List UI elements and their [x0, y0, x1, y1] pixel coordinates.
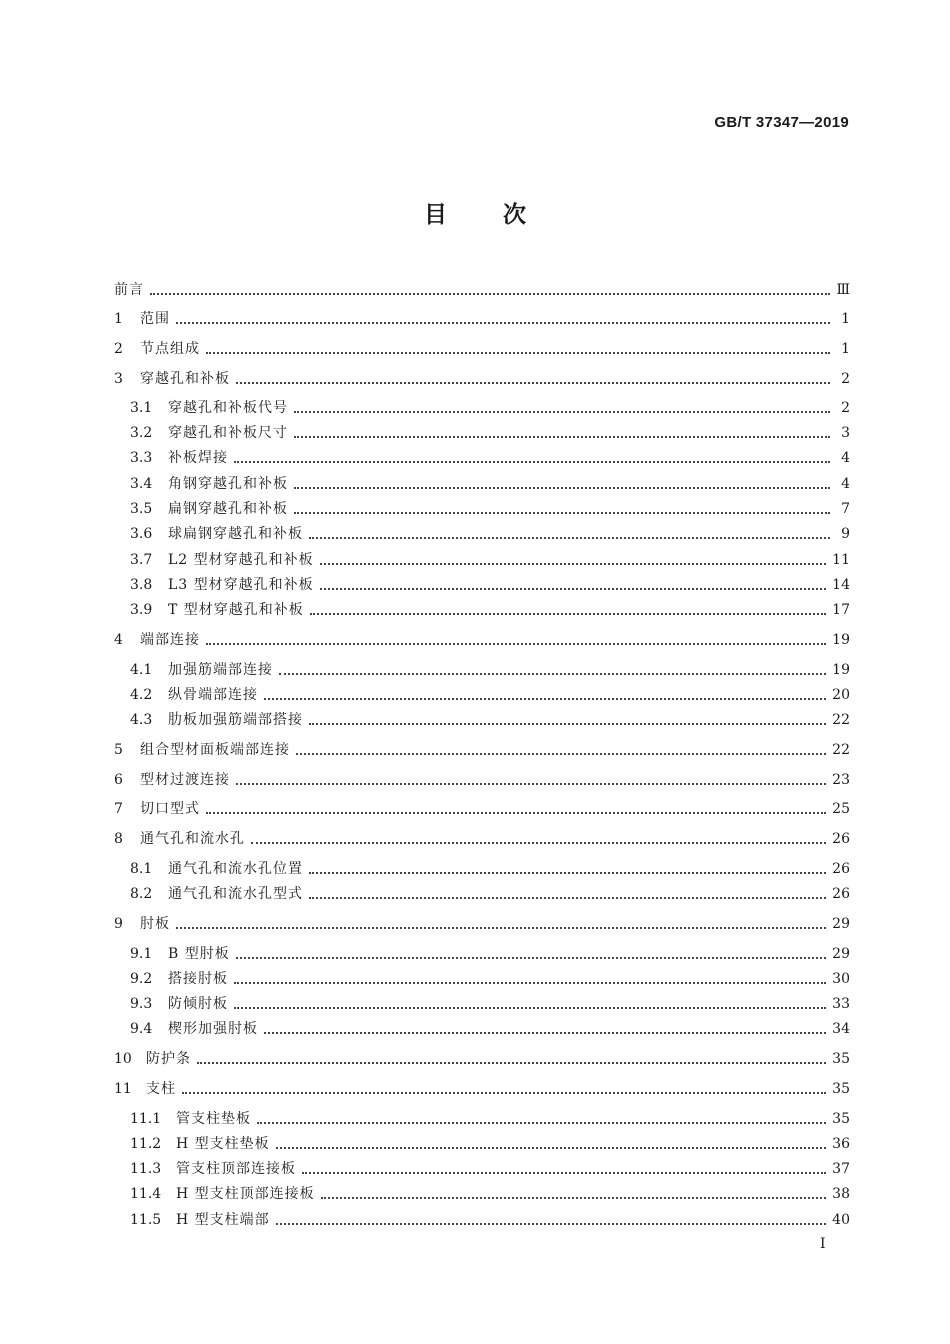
toc-dot-leader: [197, 1047, 826, 1071]
toc-dot-leader: [320, 573, 827, 597]
toc-entry-number: 4.2: [130, 687, 153, 703]
toc-dot-leader: [236, 367, 830, 391]
toc-entry[interactable]: [130, 421, 850, 445]
toc-dot-leader: [176, 307, 830, 331]
toc-entry-number: 6: [114, 772, 123, 788]
toc-entry-number: 4.3: [130, 712, 153, 728]
toc-entry-number: 11.2: [130, 1136, 162, 1152]
toc-entry-label: 球扁钢穿越孔和补板: [168, 526, 303, 542]
toc-dot-leader: [257, 1107, 826, 1131]
standard-code: GB/T 37347—2019: [714, 114, 849, 131]
toc-dot-leader: [276, 1208, 827, 1232]
toc-entry[interactable]: [130, 548, 850, 572]
toc-entry[interactable]: [114, 307, 850, 331]
toc-entry-page: 26: [832, 886, 850, 902]
toc-entry[interactable]: [130, 1157, 850, 1181]
toc-entry[interactable]: [114, 628, 850, 652]
toc-dot-leader: [236, 942, 826, 966]
toc-dot-leader: [294, 497, 830, 521]
toc-entry-page: 38: [832, 1186, 850, 1202]
toc-entry-page: 2: [841, 400, 850, 416]
toc-entry-label: 楔形加强肘板: [168, 1021, 258, 1037]
toc-entry-label: B 型肘板: [168, 946, 230, 962]
toc-entry-page: 35: [832, 1081, 850, 1097]
toc-dot-leader: [234, 446, 830, 470]
toc-entry[interactable]: [130, 1208, 850, 1232]
toc-entry-number: 3.1: [130, 400, 153, 416]
toc-entry-page: 34: [832, 1021, 850, 1037]
toc-entry-number: 9: [114, 916, 123, 932]
toc-entry-number: 11.4: [130, 1186, 162, 1202]
toc-entry-number: 7: [114, 801, 123, 817]
toc-entry-page: 26: [832, 861, 850, 877]
toc-dot-leader: [264, 683, 826, 707]
toc-dot-leader: [206, 797, 826, 821]
toc-entry-page: 2: [841, 371, 850, 387]
toc-entry-page: 14: [832, 577, 850, 593]
toc-entry-page: 37: [832, 1161, 850, 1177]
toc-entry-label: 补板焊接: [168, 450, 228, 466]
toc-entry-number: 9.4: [130, 1021, 153, 1037]
toc-entry-page: 29: [832, 916, 850, 932]
toc-entry[interactable]: [130, 967, 850, 991]
toc-entry[interactable]: [130, 942, 850, 966]
toc-entry-label: 前言: [114, 282, 144, 298]
toc-entry[interactable]: [130, 522, 850, 546]
toc-entry[interactable]: [130, 446, 850, 470]
toc-entry-label: 穿越孔和补板尺寸: [168, 425, 288, 441]
toc-entry-page: 29: [832, 946, 850, 962]
toc-entry-label: 通气孔和流水孔型式: [168, 886, 303, 902]
toc-entry-number: 3.6: [130, 526, 153, 542]
toc-entry-number: 3.2: [130, 425, 153, 441]
toc-entry-label: 组合型材面板端部连接: [140, 742, 290, 758]
toc-entry[interactable]: [114, 797, 850, 821]
toc-entry-label: 范围: [140, 311, 170, 327]
toc-entry-label: H 型支柱垫板: [176, 1136, 270, 1152]
toc-entry-label: T 型材穿越孔和补板: [168, 602, 304, 618]
toc-entry-number: 8: [114, 831, 123, 847]
toc-entry[interactable]: [130, 992, 850, 1016]
toc-dot-leader: [279, 658, 826, 682]
toc-entry-number: 5: [114, 742, 123, 758]
toc-entry-label: 纵骨端部连接: [168, 687, 258, 703]
toc-entry[interactable]: [130, 497, 850, 521]
toc-entry-number: 3.8: [130, 577, 153, 593]
toc-entry-page: 33: [832, 996, 850, 1012]
toc-entry-label: 加强筋端部连接: [168, 662, 273, 678]
toc-entry-label: 防倾肘板: [168, 996, 228, 1012]
toc-entry-label: 防护条: [146, 1051, 191, 1067]
toc-entry-number: 1: [114, 311, 123, 327]
toc-entry[interactable]: [114, 367, 850, 391]
toc-entry[interactable]: [130, 658, 850, 682]
toc-entry-page: 36: [832, 1136, 850, 1152]
toc-dot-leader: [182, 1077, 826, 1101]
toc-entry[interactable]: [114, 827, 850, 851]
toc-entry[interactable]: [114, 1077, 850, 1101]
toc-dot-leader: [294, 472, 830, 496]
toc-entry-page: Ⅲ: [836, 282, 850, 298]
toc-entry-page: 20: [832, 687, 850, 703]
toc-dot-leader: [294, 396, 830, 420]
toc-dot-leader: [276, 1132, 827, 1156]
toc-entry[interactable]: [130, 1132, 850, 1156]
toc-entry[interactable]: [130, 598, 850, 622]
toc-entry-number: 3.9: [130, 602, 153, 618]
toc-entry-label: 通气孔和流水孔位置: [168, 861, 303, 877]
toc-entry-number: 11: [114, 1081, 132, 1097]
toc-entry[interactable]: [130, 1107, 850, 1131]
toc-entry-label: L2 型材穿越孔和补板: [168, 552, 314, 568]
toc-dot-leader: [309, 857, 826, 881]
toc-dot-leader: [321, 1182, 827, 1206]
toc-entry-page: 17: [832, 602, 850, 618]
toc-entry-page: 35: [832, 1111, 850, 1127]
toc-dot-leader: [234, 992, 826, 1016]
toc-entry[interactable]: [130, 708, 850, 732]
toc-entry-number: 3.5: [130, 501, 153, 517]
toc-entry-number: 3: [114, 371, 123, 387]
page-title: [0, 196, 950, 229]
toc-entry[interactable]: [130, 857, 850, 881]
toc-entry-label: 型材过渡连接: [140, 772, 230, 788]
toc-entry-number: 9.2: [130, 971, 153, 987]
toc-entry-number: 11.5: [130, 1212, 162, 1228]
toc-entry[interactable]: [114, 278, 850, 302]
toc-entry[interactable]: [114, 738, 850, 762]
toc-entry-label: 扁钢穿越孔和补板: [168, 501, 288, 517]
toc-dot-leader: [251, 827, 826, 851]
toc-entry-label: 肋板加强筋端部搭接: [168, 712, 303, 728]
toc-dot-leader: [150, 278, 830, 302]
toc-dot-leader: [296, 738, 826, 762]
toc-entry-label: 管支柱顶部连接板: [176, 1161, 296, 1177]
toc-entry-number: 11.1: [130, 1111, 162, 1127]
title-char-2: 次: [503, 202, 526, 228]
toc-entry-label: 通气孔和流水孔: [140, 831, 245, 847]
toc-entry[interactable]: [130, 573, 850, 597]
toc-entry-label: 节点组成: [140, 341, 200, 357]
toc-dot-leader: [302, 1157, 826, 1181]
toc-entry-number: 4.1: [130, 662, 153, 678]
toc-dot-leader: [234, 967, 826, 991]
toc-entry-number: 3.4: [130, 476, 153, 492]
toc-entry[interactable]: [130, 1182, 850, 1206]
toc-entry-number: 11.3: [130, 1161, 162, 1177]
toc-entry-page: 22: [832, 712, 850, 728]
toc-entry-page: 26: [832, 831, 850, 847]
toc-entry-label: L3 型材穿越孔和补板: [168, 577, 314, 593]
toc-entry-page: 19: [832, 632, 850, 648]
toc-entry-number: 10: [114, 1051, 132, 1067]
toc-entry-page: 9: [841, 526, 850, 542]
toc-dot-leader: [294, 421, 830, 445]
toc-entry-page: 30: [832, 971, 850, 987]
toc-entry-page: 23: [832, 772, 850, 788]
toc-entry-number: 3.3: [130, 450, 153, 466]
toc-entry-label: H 型支柱顶部连接板: [176, 1186, 315, 1202]
toc-entry[interactable]: [114, 768, 850, 792]
toc-entry-page: 19: [832, 662, 850, 678]
toc-entry-label: 切口型式: [140, 801, 200, 817]
toc-entry-number: 4: [114, 632, 123, 648]
toc-entry-number: 9.1: [130, 946, 153, 962]
toc-dot-leader: [309, 708, 826, 732]
toc-entry-number: 8.2: [130, 886, 153, 902]
toc-entry-page: 1: [841, 311, 850, 327]
toc-entry-page: 3: [841, 425, 850, 441]
toc-entry-page: 22: [832, 742, 850, 758]
toc-entry-label: 角钢穿越孔和补板: [168, 476, 288, 492]
toc-entry-label: 肘板: [140, 916, 170, 932]
toc-entry-number: 9.3: [130, 996, 153, 1012]
toc-dot-leader: [176, 912, 826, 936]
toc-entry[interactable]: [130, 683, 850, 707]
toc-dot-leader: [206, 628, 826, 652]
toc-entry-number: 8.1: [130, 861, 153, 877]
toc-entry[interactable]: [130, 396, 850, 420]
toc-entry[interactable]: [114, 1047, 850, 1071]
toc-entry[interactable]: [130, 472, 850, 496]
toc-entry-number: 3.7: [130, 552, 153, 568]
toc-entry[interactable]: [114, 337, 850, 361]
toc-entry-label: 端部连接: [140, 632, 200, 648]
toc-entry-label: 支柱: [146, 1081, 176, 1097]
toc-entry-page: 7: [841, 501, 850, 517]
toc-entry-label: 穿越孔和补板代号: [168, 400, 288, 416]
toc-entry-label: 管支柱垫板: [176, 1111, 251, 1127]
page-number: I: [820, 1236, 826, 1252]
toc-entry[interactable]: [130, 1017, 850, 1041]
toc-entry[interactable]: [130, 882, 850, 906]
toc-entry-page: 4: [841, 450, 850, 466]
toc-dot-leader: [309, 882, 826, 906]
toc-entry-page: 11: [832, 552, 850, 568]
toc-entry-number: 2: [114, 341, 123, 357]
toc-entry-page: 40: [832, 1212, 850, 1228]
toc-dot-leader: [310, 598, 826, 622]
toc-dot-leader: [206, 337, 830, 361]
toc-entry-page: 1: [841, 341, 850, 357]
toc-entry-label: 穿越孔和补板: [140, 371, 230, 387]
toc-entry-label: H 型支柱端部: [176, 1212, 270, 1228]
title-char-1: 目: [424, 202, 447, 228]
toc-entry-page: 4: [841, 476, 850, 492]
toc-entry-page: 25: [832, 801, 850, 817]
toc-entry-page: 35: [832, 1051, 850, 1067]
toc-dot-leader: [320, 548, 827, 572]
toc-dot-leader: [236, 768, 826, 792]
toc-entry[interactable]: [114, 912, 850, 936]
toc-entry-label: 搭接肘板: [168, 971, 228, 987]
toc-dot-leader: [264, 1017, 826, 1041]
toc-dot-leader: [309, 522, 830, 546]
